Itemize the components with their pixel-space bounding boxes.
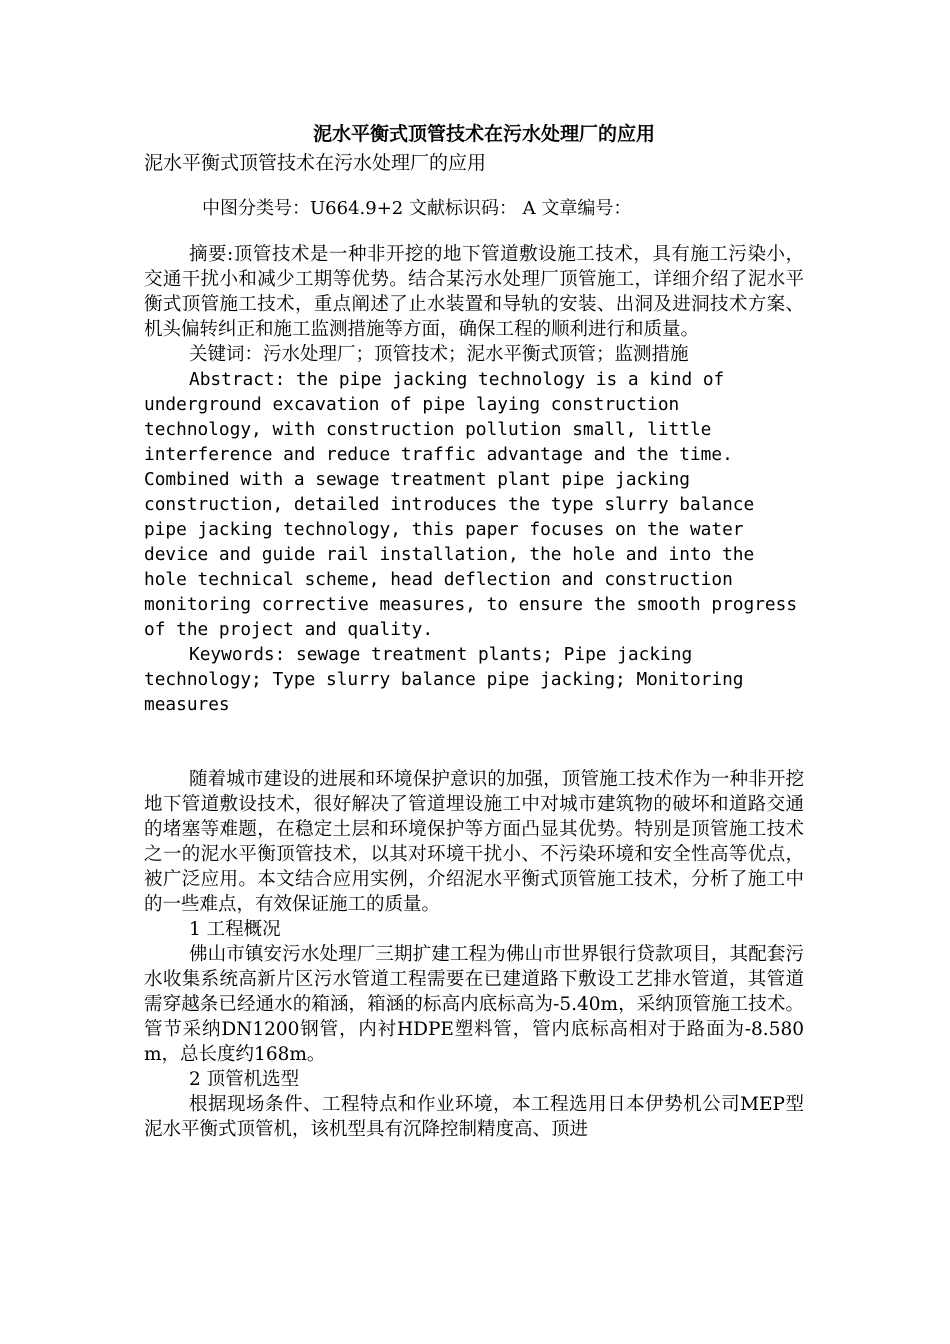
section-1-heading: 1 工程概况: [189, 919, 281, 940]
section-2-paragraph: 根据现场条件、工程特点和作业环境，本工程选用日本伊势机公司MEP型泥水平衡式顶管机，该机型具有沉降控制精度高、顶进: [144, 1094, 804, 1140]
section-spacer: [144, 717, 804, 767]
keywords-chinese: 关键词：污水处理厂；顶管技术；泥水平衡式顶管；监测措施: [189, 344, 689, 365]
keywords-english: Keywords: sewage treatment plants; Pipe jacking technology; Type slurry balance pipe jacking; Monitoring measures: [144, 644, 744, 715]
document-subtitle: 泥水平衡式顶管技术在污水处理厂的应用: [144, 152, 487, 174]
abstract-english: Abstract: the pipe jacking technology is a kind of underground excavation of pipe laying construction technology, with construction pollution small, little interference and reduce traffic advantage and the time. Combined with a sewage treatment plant pipe jacking construction, detailed introduces the type slurry balance pipe jacking technology, this paper focuses on the water device and guide rail installation, the hole and into the hole technical scheme, head deflection and construction monitoring corrective measures, to ensure the smooth progress of the project and quality.: [144, 369, 798, 640]
classification-line: 中图分类号：U664.9+2 文献标识码： A 文章编号：: [202, 198, 632, 219]
section-2-heading: 2 顶管机选型: [189, 1069, 300, 1090]
document-title: 泥水平衡式顶管技术在污水处理厂的应用: [312, 123, 655, 145]
document-page: [144, 118, 804, 1142]
abstract-chinese: 摘要:顶管技术是一种非开挖的地下管道敷设施工技术，具有施工污染小，交通干扰小和减少工期等优势。结合某污水处理厂顶管施工，详细介绍了泥水平衡式顶管施工技术，重点阐述了止水装置和导轨的安装、出洞及进洞技术方案、机头偏转纠正和施工监测措施等方面，确保工程的顺利进行和质量。: [144, 244, 804, 340]
intro-paragraph: 随着城市建设的进展和环境保护意识的加强，顶管施工技术作为一种非开挖地下管道敷设技术，很好解决了管道埋设施工中对城市建筑物的破坏和道路交通的堵塞等难题，在稳定土层和环境保护等方面凸显其优势。特别是顶管施工技术之一的泥水平衡顶管技术，以其对环境干扰小、不污染环境和安全性高等优点，被广泛应用。本文结合应用实例，介绍泥水平衡式顶管施工技术，分析了施工中的一些难点，有效保证施工的质量。: [144, 769, 804, 915]
section-1-paragraph: 佛山市镇安污水处理厂三期扩建工程为佛山市世界银行贷款项目，其配套污水收集系统高新片区污水管道工程需要在已建道路下敷设工艺排水管道，其管道需穿越条已经通水的箱涵，箱涵的标高内底标高为-5.40m，采纳顶管施工技术。管节采纳DN1200钢管，内衬HDPE塑料管，管内底标高相对于路面为-8.580m，总长度约168m。: [144, 944, 804, 1065]
